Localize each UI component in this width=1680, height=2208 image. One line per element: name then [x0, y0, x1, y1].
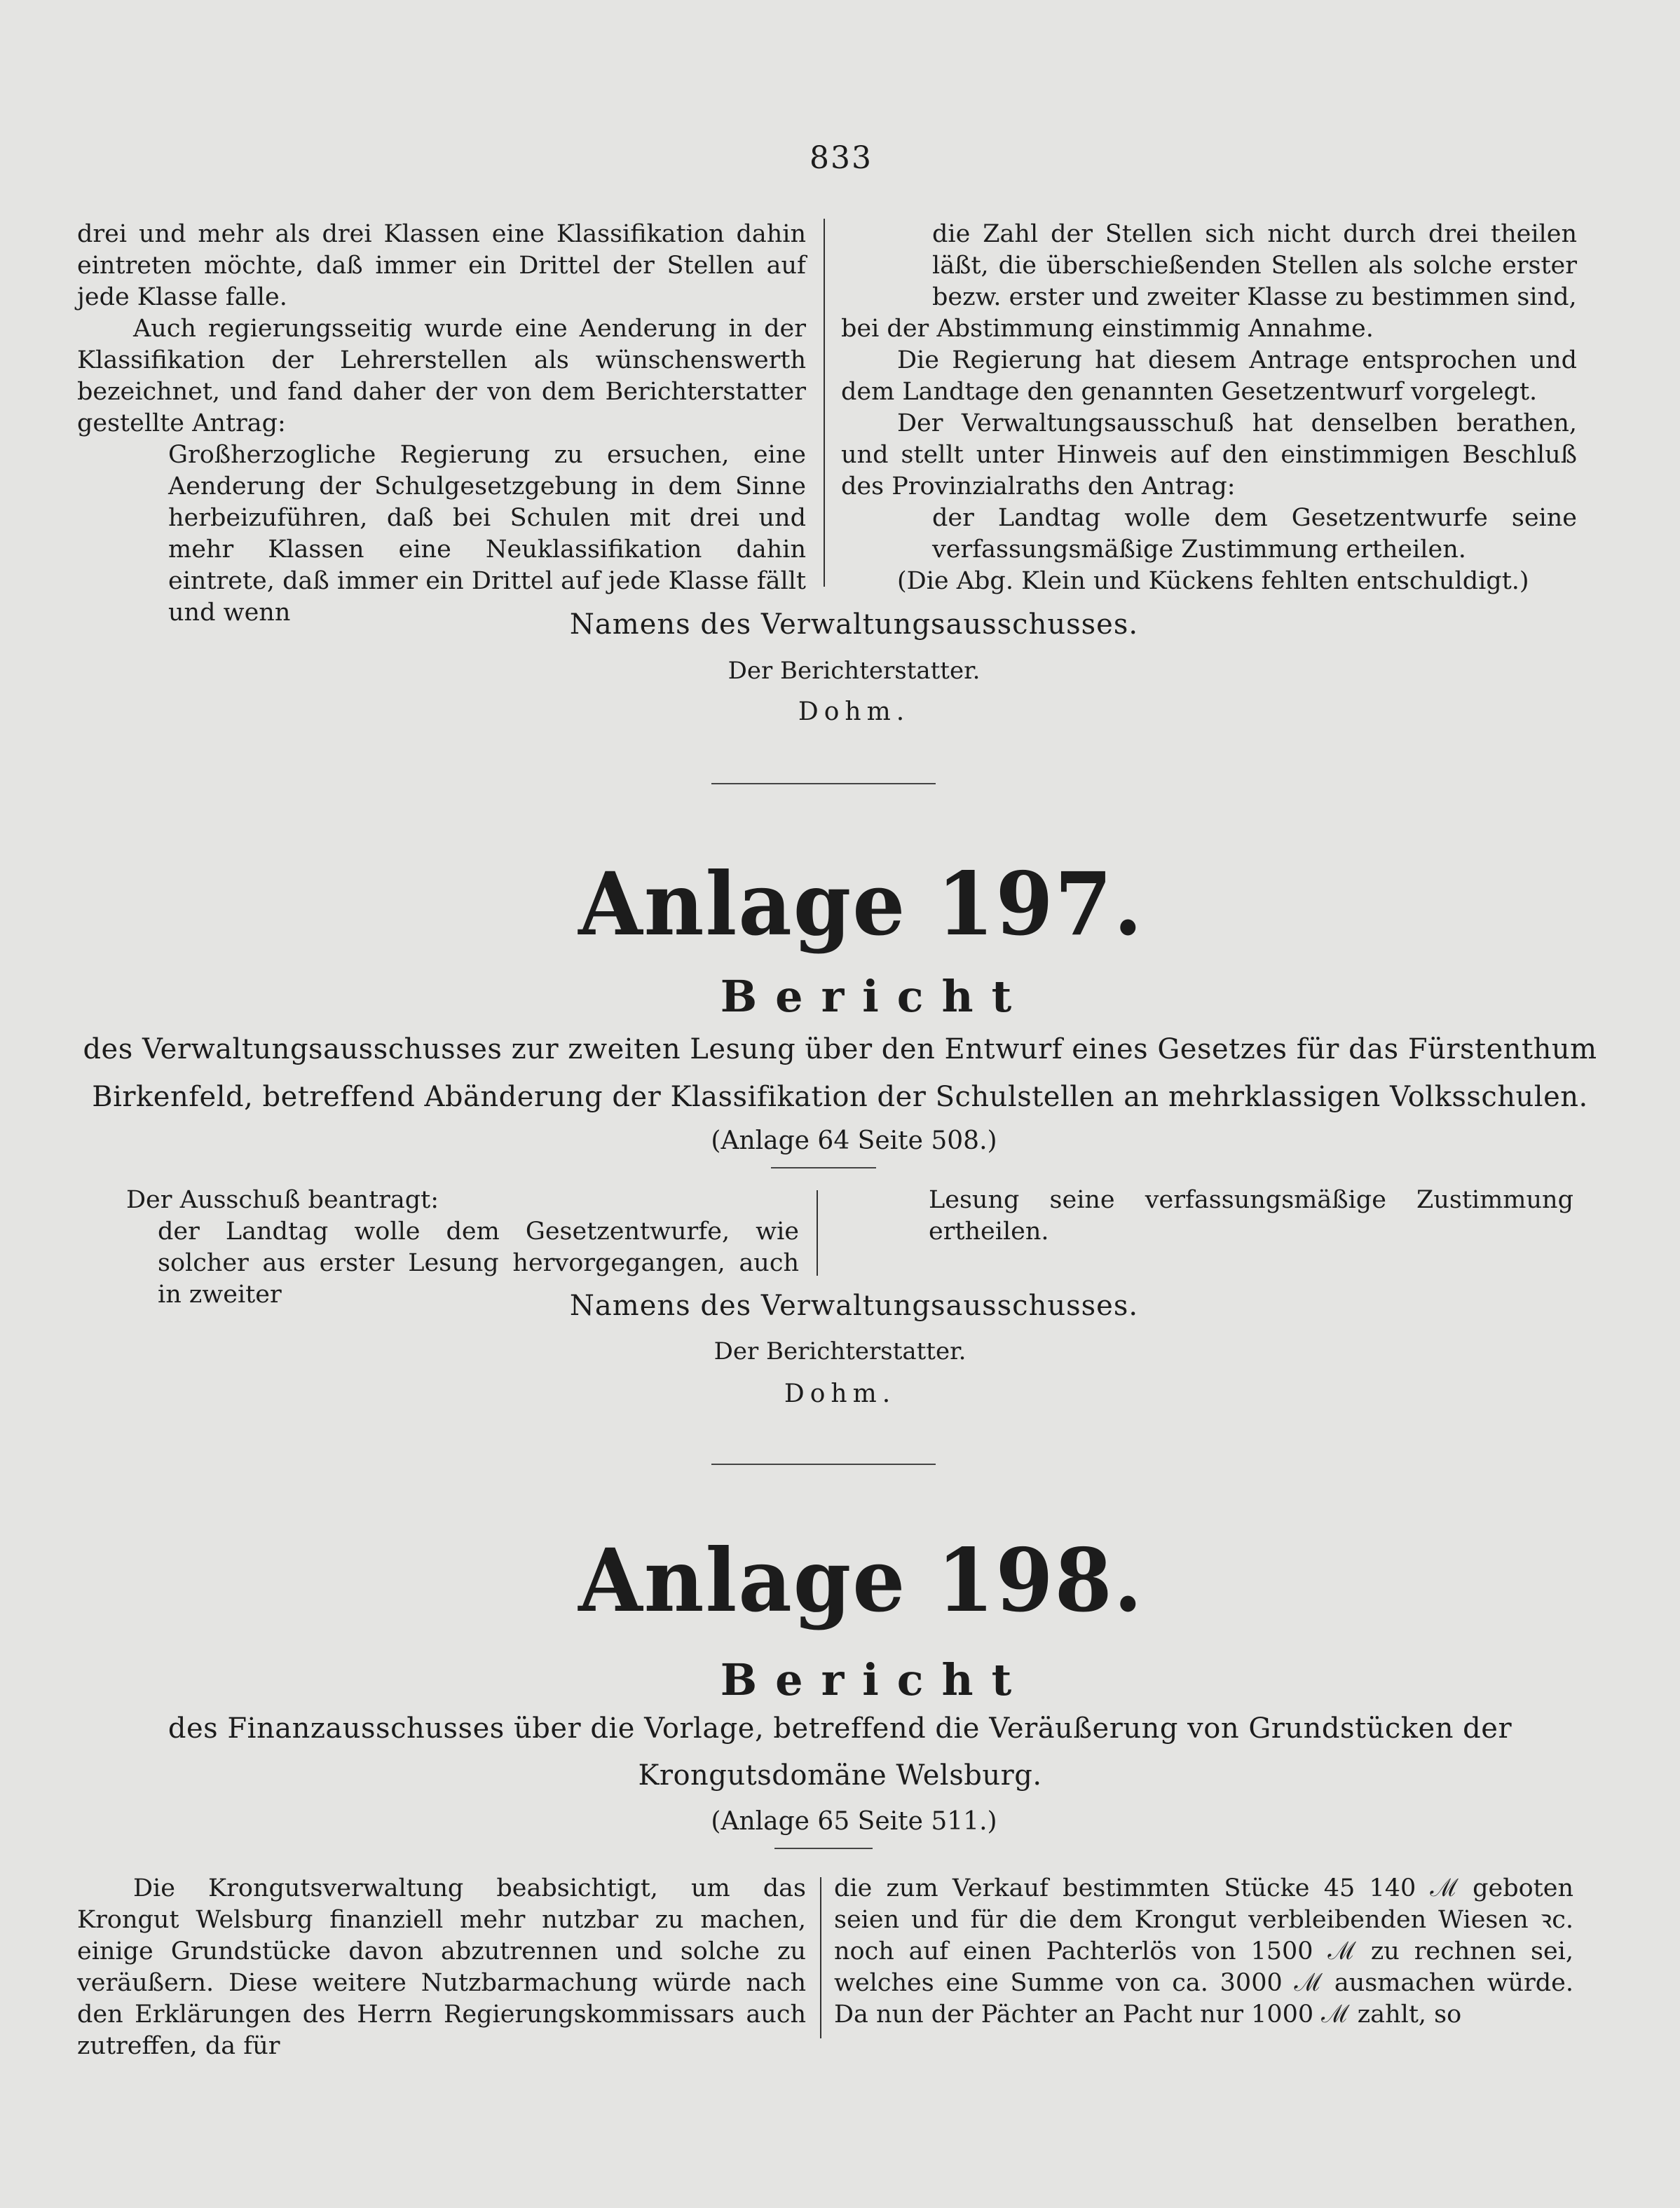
- anlage197-right-column: [929, 1185, 1573, 1248]
- anlage-title: Anlage 198.: [578, 1529, 1144, 1632]
- anlage198-left-column: [77, 1873, 806, 2062]
- top-right-column: [841, 219, 1577, 597]
- paragraph: Auch regierungsseitig wurde eine Aenderung in der Klassifikation der Lehrerstellen als wünschenswerth bezeichnet, und fand daher der von dem Berichterstatter gestellte Antrag:: [77, 315, 806, 437]
- signature-role: Der Berichterstatter.: [728, 657, 981, 685]
- paragraph: Die Regierung hat diesem Antrage entsprochen und dem Landtage den genannten Gesetzentwurf vorgelegt.: [841, 346, 1577, 406]
- paragraph: die zum Verkauf bestimmten Stücke 45 140 ℳ geboten seien und für die dem Krongut verbleibenden Wiesen ꝛc. noch auf einen Pachterlös von 1500 ℳ zu rechnen sei, welches eine Summe von ca. 3000 ℳ ausmachen würde. Da nun der Pächter an Pacht nur 1000 ℳ zahlt, so: [834, 1874, 1573, 2029]
- signature-name: Dohm.: [784, 1379, 896, 1408]
- bericht-title: Bericht: [720, 1654, 1030, 1705]
- reference-line: (Anlage 64 Seite 508.): [711, 1126, 997, 1155]
- paragraph: Die Krongutsverwaltung beabsichtigt, um das Krongut Welsburg finanziell mehr nutzbar zu machen, einige Grundstücke davon abzutrennen und solche zu veräußern. Diese weitere Nutzbarmachung würde nach den Erklärungen des Herrn Regierungskommissars auch zutreffen, da für: [77, 1874, 806, 2060]
- section-divider: [711, 1464, 936, 1465]
- top-left-column: [77, 219, 806, 629]
- anlage-title: Anlage 197.: [578, 852, 1144, 955]
- reference-underline: [774, 1848, 873, 1849]
- signature-role: Der Berichterstatter.: [713, 1337, 967, 1365]
- heading-line: Birkenfeld, betreffend Abänderung der Klassifikation der Schulstellen an mehrklassigen Volksschulen.: [92, 1081, 1588, 1113]
- signature-name: Dohm.: [798, 697, 910, 726]
- paragraph: der Landtag wolle dem Gesetzentwurfe, wie solcher aus erster Lesung hervorgegangen, auch in zweiter: [158, 1218, 799, 1309]
- paragraph: Der Ausschuß beantragt:: [126, 1186, 439, 1214]
- paragraph: Der Verwaltungsausschuß hat denselben berathen, und stellt unter Hinweis auf den einstimmigen Beschluß des Provinzialraths den Antrag:: [841, 409, 1577, 500]
- heading-line: Krongutsdomäne Welsburg.: [638, 1759, 1042, 1792]
- paragraph: bei der Abstimmung einstimmig Annahme.: [841, 315, 1374, 343]
- bericht-title: Bericht: [720, 971, 1030, 1022]
- paragraph: die Zahl der Stellen sich nicht durch drei theilen läßt, die überschießenden Stellen als solche erster bezw. erster und zweiter Klasse zu bestimmen sind,: [932, 220, 1577, 311]
- paragraph: drei und mehr als drei Klassen eine Klassifikation dahin eintreten möchte, daß immer ein Drittel der Stellen auf jede Klasse falle.: [77, 220, 806, 311]
- reference-underline: [771, 1167, 876, 1168]
- page-number: 833: [810, 140, 873, 176]
- column-divider: [824, 219, 825, 587]
- column-divider: [820, 1877, 821, 2038]
- paragraph: Lesung seine verfassungsmäßige Zustimmung ertheilen.: [929, 1186, 1573, 1246]
- section-divider: [711, 783, 936, 784]
- paragraph: Großherzogliche Regierung zu ersuchen, eine Aenderung der Schulgesetzgebung in dem Sinne herbeizuführen, daß bei Schulen mit drei und mehr Klassen eine Neuklassifikation dahin eintrete, daß immer ein Drittel auf jede Klasse fällt und wenn: [168, 441, 806, 627]
- signature-org: Namens des Verwaltungsausschusses.: [569, 1290, 1139, 1322]
- heading-line: des Finanzausschusses über die Vorlage, betreffend die Veräußerung von Grundstücken der: [168, 1712, 1512, 1745]
- heading-line: des Verwaltungsausschusses zur zweiten Lesung über den Entwurf eines Gesetzes für das Fürstenthum: [83, 1033, 1597, 1065]
- paragraph: der Landtag wolle dem Gesetzentwurfe seine verfassungsmäßige Zustimmung ertheilen.: [932, 504, 1577, 564]
- column-divider: [817, 1190, 818, 1276]
- reference-line: (Anlage 65 Seite 511.): [711, 1807, 997, 1836]
- anlage198-right-column: [834, 1873, 1573, 2031]
- paragraph: (Die Abg. Klein und Kückens fehlten entschuldigt.): [897, 567, 1529, 595]
- signature-org: Namens des Verwaltungsausschusses.: [569, 608, 1139, 641]
